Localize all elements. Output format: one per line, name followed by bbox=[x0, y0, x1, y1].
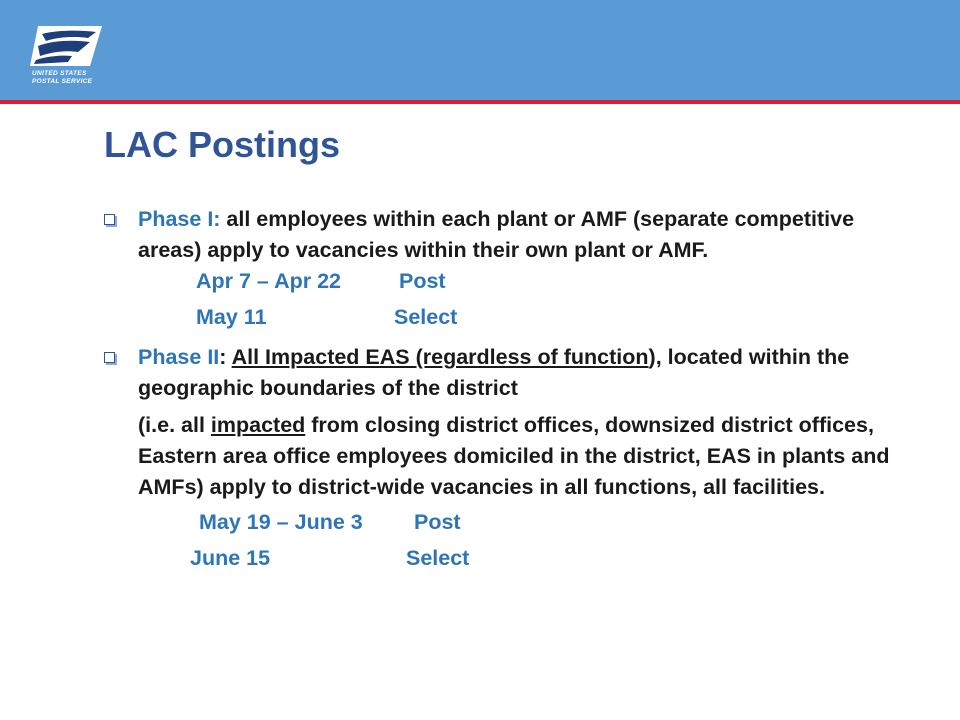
phase1-text: all employees within each plant or AMF (separate competitive areas) apply to vacancies within their own plant or AMF. bbox=[138, 207, 855, 262]
checkbox-bullet-icon bbox=[104, 214, 115, 225]
eagle-icon bbox=[28, 22, 104, 70]
phase1-select-label: Select bbox=[394, 305, 458, 329]
phase2-bullet bbox=[104, 342, 914, 404]
phase1-post-row bbox=[104, 266, 914, 302]
usps-logo bbox=[28, 22, 108, 86]
phase2-detail-rest: from closing district offices, downsized district offices, Eastern area office employees domiciled in the district, EAS in plants and AMFs) apply to district-wide vacancies in all functions, all facilities. bbox=[138, 413, 890, 499]
logo-text-line2: POSTAL SERVICE bbox=[32, 78, 93, 85]
phase1-post-label: Post bbox=[399, 269, 446, 293]
phase2-underlined-text: All Impacted EAS (regardless of function bbox=[231, 345, 649, 369]
phase2-select-row bbox=[104, 543, 914, 579]
phase1-label: Phase I: bbox=[138, 207, 221, 231]
phase1-bullet bbox=[104, 204, 914, 266]
phase2-label: Phase II bbox=[138, 345, 220, 369]
phase2-post-row bbox=[104, 507, 914, 543]
phase1-post-dates: Apr 7 – Apr 22 bbox=[196, 269, 341, 293]
phase2-detail-underlined: impacted bbox=[210, 413, 306, 437]
checkbox-bullet-icon bbox=[104, 352, 115, 363]
phase2-detail bbox=[104, 410, 914, 503]
header-divider bbox=[0, 100, 960, 104]
phase2-select-date: June 15 bbox=[190, 546, 271, 570]
slide-body bbox=[104, 204, 914, 579]
phase2-post-dates: May 19 – June 3 bbox=[199, 510, 363, 534]
phase2-post-label: Post bbox=[414, 510, 461, 534]
phase1-select-row bbox=[104, 302, 914, 338]
logo-text-line1: UNITED STATES bbox=[32, 70, 87, 77]
header-banner bbox=[0, 0, 960, 100]
phase2-select-label: Select bbox=[406, 546, 470, 570]
phase1-select-date: May 11 bbox=[196, 305, 267, 329]
phase2-text: ), located within the geographic boundaries of the district bbox=[138, 345, 850, 400]
phase2-detail-prefix: (i.e. all bbox=[138, 413, 211, 437]
slide-title: LAC Postings bbox=[104, 124, 341, 165]
phase2-colon: : bbox=[219, 345, 232, 369]
